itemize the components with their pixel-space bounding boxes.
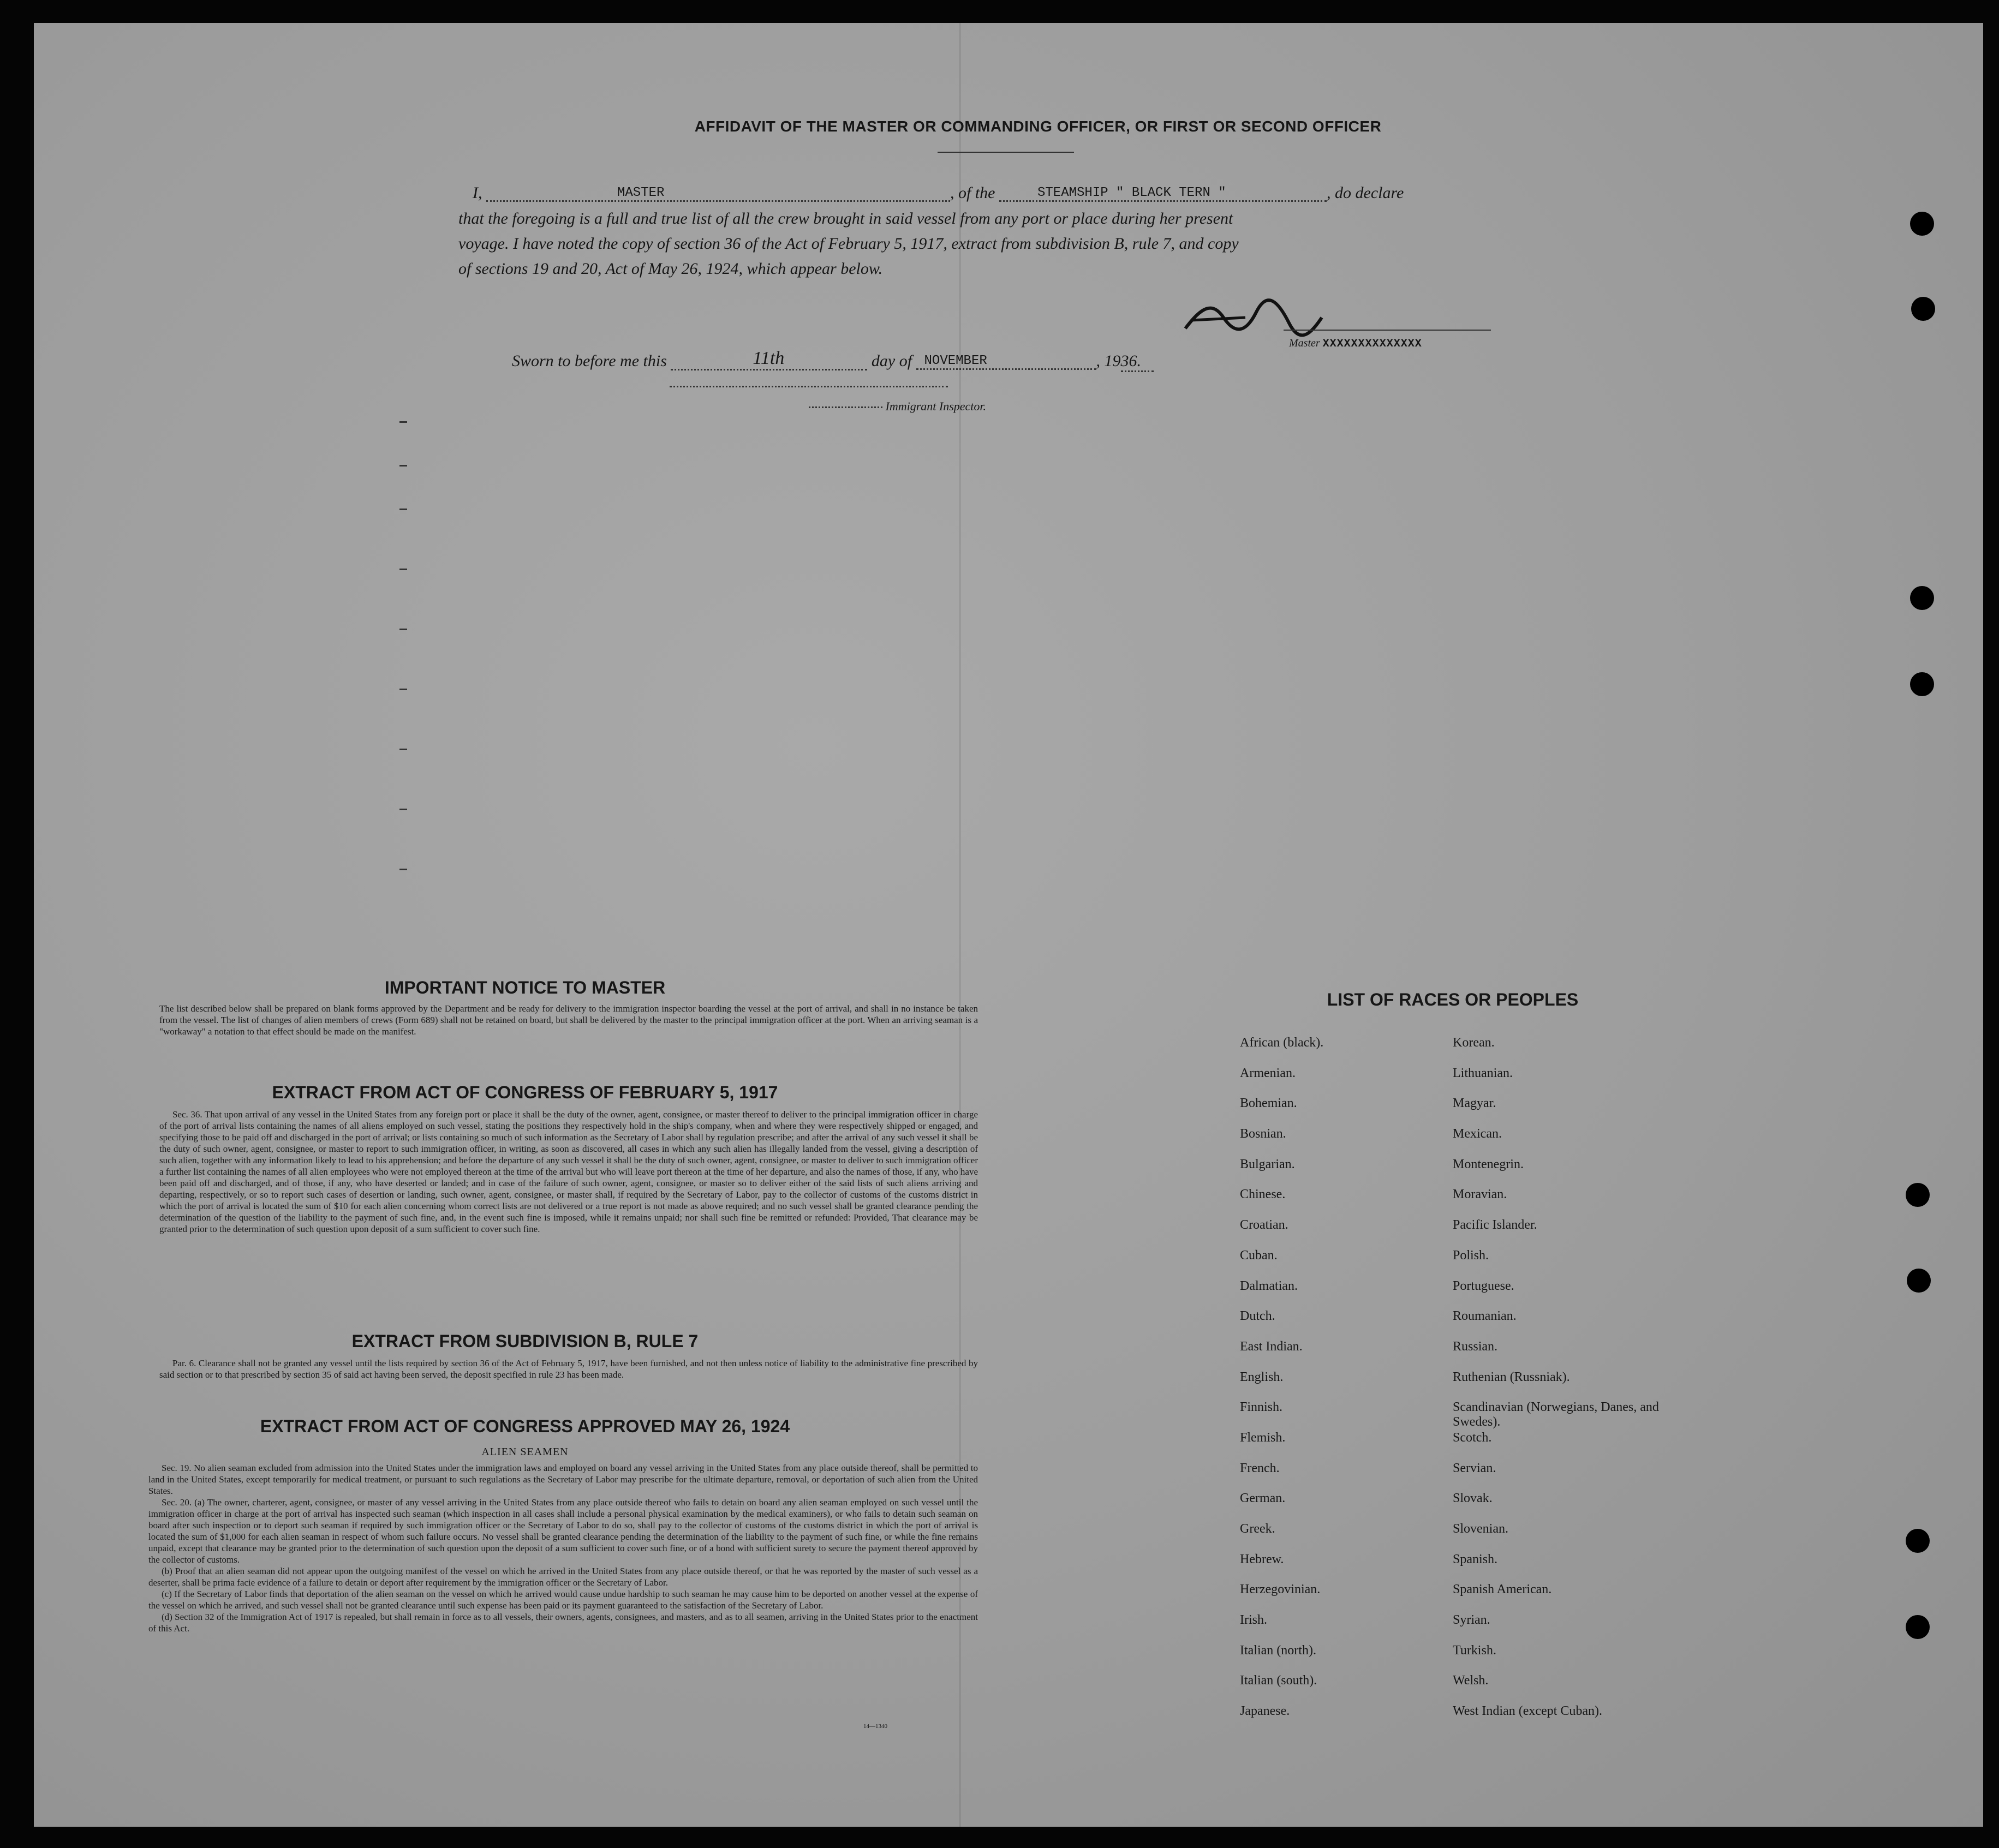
race-item: English. (1240, 1369, 1284, 1384)
affidavit-line-2: that the foregoing is a full and true list of all the crew brought in said vessel from any port or place during her present (458, 210, 1233, 228)
race-item: Dalmatian. (1240, 1278, 1298, 1293)
margin-tick (399, 509, 407, 510)
signature-role-label (1289, 337, 1422, 350)
race-item: Italian (south). (1240, 1673, 1317, 1688)
race-item: Welsh. (1453, 1673, 1489, 1688)
year-value: 36. (1120, 352, 1142, 370)
year-field (1121, 352, 1154, 372)
margin-tick (399, 569, 407, 570)
punch-hole (1906, 1529, 1930, 1553)
race-item: Moravian. (1453, 1187, 1507, 1202)
punch-hole (1910, 586, 1934, 610)
form-number: 14—1340 (863, 1723, 887, 1730)
race-item: Italian (north). (1240, 1643, 1316, 1658)
race-item: Pacific Islander. (1453, 1218, 1537, 1233)
notice-body: The list described below shall be prepared on blank forms approved by the Department and be ready for delivery to the immigration inspector boarding the vessel at the port of arrival, and shall in no instance be taken from the vessel. The list of changes of alien members of crews (Form 689) shall not be retained on board, but shall be delivered by the master to the principal immigration officer at the port. When an arriving seaman is a "workaway" a notation to that effect should be made on the manifest. (159, 1003, 978, 1037)
title-underline (938, 152, 1074, 153)
inspector-dots (809, 406, 882, 408)
punch-hole (1907, 1269, 1931, 1293)
margin-tick (399, 749, 407, 750)
race-item: Russian. (1453, 1339, 1498, 1354)
race-item: Roumanian. (1453, 1309, 1517, 1324)
signature-role: Master (1289, 337, 1320, 349)
signature-line (1284, 330, 1491, 331)
race-item: Polish. (1453, 1248, 1489, 1263)
race-item: Croatian. (1240, 1218, 1288, 1233)
extract-1917-sec36: Sec. 36. That upon arrival of any vessel in the United States from any foreign port or place it shall be the duty of the owner, agent, consignee, or master thereof to deliver to the principal immigration officer in charge of the port of arrival lists containing the names of all aliens employed on such vessel, stating the positions they respectively hold in the ship's company, when and where they were respectively shipped or engaged, and specifying those to be paid off and discharged in the port of arrival; or lists containing so much of such information as the Secretary of Labor shall by regulation prescribe; and after the arrival of any such vessel it shall be the duty of such owner, agent, consignee, or master to report to such immigration officer, in writing, as soon as discovered, all cases in which any such alien has illegally landed from the vessel, giving a description of such alien, together with any information likely to lead to his apprehension; and before the departure of any such vessel it shall be the duty of such owner, agent, consignee, or master to deliver to such immigration officer a further list containing the names of all alien employees who were not employed thereon at the time of the arrival but who will leave port thereon at the time of her departure, and also the names of those, if any, who have been paid off and discharged, and of those, if any, who have deserted or landed; and in case of the failure of such owner, agent, consignee, or master so to deliver either of the said lists of such aliens arriving and departing, respectively, or so to report such cases of desertion or landing, such owner, agent, consignee, or master shall, if required by the Secretary of Labor, pay to the collector of customs of the customs district in which the port of arrival is located the sum of $10 for each alien concerning whom correct lists are not delivered or a true report is not made as above required; and no such vessel shall be granted clearance pending the determination of the question of the liability to the payment of such fine, and, in the event such fine is imposed, while it remains unpaid; nor shall such fine be remitted or refunded: Provided, That clearance may be granted prior to the determination of such question upon deposit of a sum sufficient to cover such fine. (159, 1109, 978, 1234)
race-item: Korean. (1453, 1036, 1495, 1050)
master-field (486, 186, 950, 202)
affidavit-line-1 (473, 184, 1580, 204)
punch-hole (1910, 212, 1934, 236)
extract-1924-sec19: Sec. 19. No alien seaman excluded from admission into the United States under the immigration laws and employed on board any vessel arriving in the United States from any place outside thereof, shall be permitted to land in the United States, except temporarily for medical treatment, or pursuant to such regulations as the Secretary of Labor may prescribe for the ultimate departure, removal, or deportation of such alien from the United States. (148, 1463, 978, 1496)
race-item: Bosnian. (1240, 1127, 1286, 1141)
of-the-label: , of the (950, 184, 995, 202)
extract-1924-subtitle: ALIEN SEAMEN (481, 1446, 569, 1458)
race-item: Irish. (1240, 1613, 1267, 1628)
extract-rule7-body (159, 1357, 978, 1380)
race-item: Chinese. (1240, 1187, 1286, 1202)
race-item: African (black). (1240, 1036, 1324, 1050)
extract-1917-body (159, 1109, 978, 1235)
vessel-value: STEAMSHIP " BLACK TERN " (1037, 186, 1226, 200)
sworn-line (512, 350, 1330, 373)
document-page (34, 23, 1983, 1827)
margin-tick (399, 629, 407, 630)
extract-1924-sec20d: (d) Section 32 of the Immigration Act of 1917 is repealed, but shall remain in force as to all vessels, their owners, agents, consignees, and masters, and as to all seamen, arriving in the United States prior to the enactment of this Act. (148, 1612, 978, 1634)
race-item: East Indian. (1240, 1339, 1303, 1354)
race-item: Scotch. (1453, 1430, 1492, 1445)
sworn-day: 11th (753, 348, 785, 368)
notice-title: IMPORTANT NOTICE TO MASTER (384, 978, 666, 997)
extract-1917-title: EXTRACT FROM ACT OF CONGRESS OF FEBRUARY 5, 1917 (272, 1083, 778, 1102)
extract-1924-title: EXTRACT FROM ACT OF CONGRESS APPROVED MAY 26, 1924 (260, 1416, 790, 1436)
extract-1924-sec20c: (c) If the Secretary of Labor finds that deportation of the alien seaman on the vessel on which he arrived would cause undue hardship to such seaman he may cause him to be deported on another vessel at the expense of the vessel on which he arrived, and such vessel shall not be granted clearance until such expense has been paid or its payment guaranteed to the satisfaction of the Secretary of Labor. (148, 1589, 978, 1611)
punch-hole (1906, 1183, 1930, 1207)
do-declare-label: , do declare (1327, 184, 1404, 202)
margin-tick (399, 465, 407, 467)
races-right-column (1453, 1036, 1704, 1735)
master-value: MASTER (617, 186, 665, 200)
race-item: French. (1240, 1461, 1280, 1475)
affidavit-title: AFFIDAVIT OF THE MASTER OR COMMANDING OFFICER, OR FIRST OR SECOND OFFICER (694, 118, 1382, 135)
i-label: I, (473, 184, 482, 202)
margin-tick (399, 689, 407, 690)
race-item: Dutch. (1240, 1309, 1275, 1324)
races-title: LIST OF RACES OR PEOPLES (1327, 990, 1579, 1009)
race-item: Scandinavian (Norwegians, Danes, and Swedes). (1453, 1400, 1659, 1430)
extract-rule7-par6: Par. 6. Clearance shall not be granted any vessel until the lists required by section 36 of the Act of February 5, 1917, have been furnished, and not then unless notice of liability to the administrative fine prescribed by said section or to that prescribed by section 35 of said act having been served, the deposit specified in rule 23 has been made. (159, 1358, 978, 1380)
vessel-field (999, 186, 1327, 202)
extract-rule7-title: EXTRACT FROM SUBDIVISION B, RULE 7 (351, 1331, 699, 1351)
extract-1924-sec20b: (b) Proof that an alien seaman did not appear upon the outgoing manifest of the vessel on which he arrived in the United States from any place outside thereof, or that he was reported by the master of such vessel as a deserter, shall be prima facie evidence of a failure to detain or deport after requirement by the immigration officer or the Secretary of Labor. (148, 1566, 978, 1588)
margin-tick (399, 421, 407, 423)
race-item: Finnish. (1240, 1400, 1283, 1415)
race-item: Montenegrin. (1453, 1157, 1524, 1171)
race-item: Servian. (1453, 1461, 1496, 1475)
sworn-label: Sworn to before me this (512, 352, 667, 370)
race-item: Flemish. (1240, 1430, 1286, 1445)
race-item: Cuban. (1240, 1248, 1278, 1263)
race-item: Slovak. (1453, 1491, 1493, 1506)
race-item: Hebrew. (1240, 1552, 1284, 1566)
race-item: Bohemian. (1240, 1096, 1297, 1111)
margin-tick (399, 869, 407, 870)
race-item: Herzegovinian. (1240, 1582, 1321, 1597)
race-item: Bulgarian. (1240, 1157, 1295, 1171)
sworn-month-field (916, 354, 1096, 370)
race-item: Spanish American. (1453, 1582, 1552, 1597)
race-item: German. (1240, 1491, 1286, 1506)
race-item: Spanish. (1453, 1552, 1498, 1566)
inspector-signature-line (670, 386, 948, 387)
race-item: Ruthenian (Russniak). (1453, 1369, 1570, 1384)
race-item: Armenian. (1240, 1066, 1296, 1080)
race-item: Magyar. (1453, 1096, 1496, 1111)
affidavit-line-4: of sections 19 and 20, Act of May 26, 1924, which appear below. (458, 260, 883, 278)
signature-strike: XXXXXXXXXXXXXX (1322, 338, 1422, 350)
races-left-column (1240, 1036, 1425, 1735)
race-item: Slovenian. (1453, 1522, 1508, 1536)
punch-hole (1911, 297, 1935, 321)
extract-1924-body (148, 1462, 978, 1634)
race-item: Greek. (1240, 1522, 1275, 1536)
margin-tick (399, 809, 407, 810)
inspector-label: Immigrant Inspector. (885, 399, 987, 413)
race-item: Turkish. (1453, 1643, 1496, 1658)
sworn-day-field (671, 348, 867, 370)
sworn-month: NOVEMBER (924, 354, 987, 368)
affidavit-line-3: voyage. I have noted the copy of section 36 of the Act of February 5, 1917, extract from subdivision B, rule 7, and copy (458, 235, 1239, 253)
race-item: Mexican. (1453, 1127, 1502, 1141)
race-item: Japanese. (1240, 1704, 1290, 1719)
punch-hole (1906, 1615, 1930, 1639)
year-prefix: , 19 (1096, 352, 1121, 370)
punch-hole (1910, 672, 1934, 696)
inspector-line (809, 399, 986, 414)
day-of-label: day of (871, 352, 912, 370)
race-item: Syrian. (1453, 1613, 1490, 1628)
extract-1924-sec20a: Sec. 20. (a) The owner, charterer, agent, consignee, or master of any vessel arriving in the United States from any place outside thereof who fails to detain on board any alien seaman employed on such vessel until the immigration officer in charge at the port of arrival has inspected such seaman (which inspection in all cases shall include a personal physical examination by the medical examiners), or who fails to detain such seaman on board after such inspection or to deport such seaman if required by such immigration officer or the Secretary of Labor to do so, shall pay to the collector of customs of the customs district in which the port of arrival is located the sum of $1,000 for each alien seaman in respect of whom such failure occurs. No vessel shall be granted clearance pending the determination of the liability to the payment of such fine, or while the fine remains unpaid, except that clearance may be granted prior to the determination of such question upon the deposit of a sum sufficient to cover such fine, or of a bond with sufficient surety to secure the payment thereof approved by the collector of customs. (148, 1497, 978, 1565)
race-item: Lithuanian. (1453, 1066, 1513, 1080)
race-item: West Indian (except Cuban). (1453, 1704, 1602, 1719)
master-signature (1180, 296, 1365, 339)
race-item: Portuguese. (1453, 1278, 1514, 1293)
